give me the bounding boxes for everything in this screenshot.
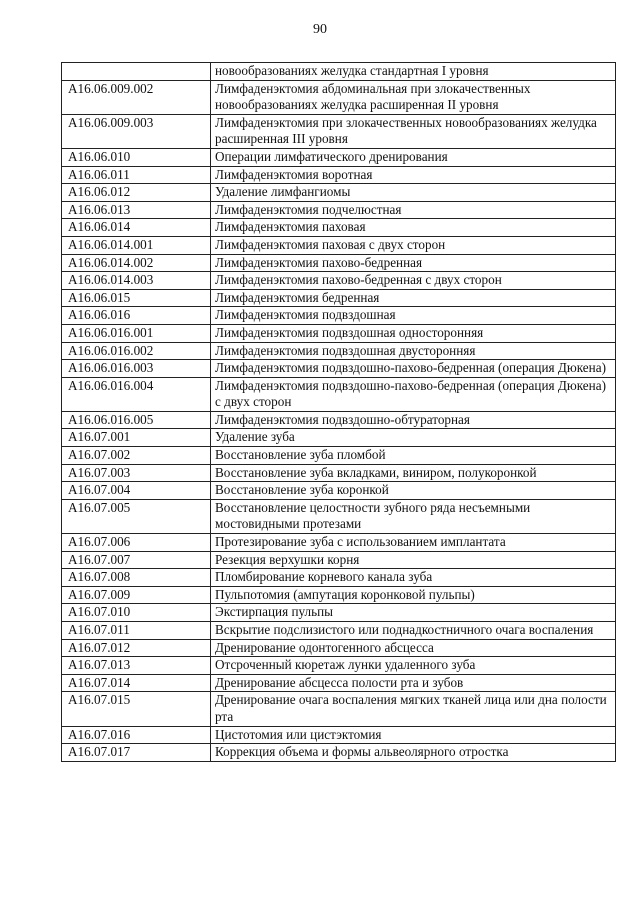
service-code-cell: A16.07.011 xyxy=(62,622,211,640)
table-row xyxy=(62,360,616,378)
service-name-cell: Лимфаденэктомия пахово-бедренная с двух сторон xyxy=(211,272,616,290)
table-row xyxy=(62,272,616,290)
table-row xyxy=(62,551,616,569)
table-row xyxy=(62,184,616,202)
service-name-cell: Лимфаденэктомия подвздошно-пахово-бедренная (операция Дюкена) xyxy=(211,360,616,378)
table-row xyxy=(62,499,616,533)
service-name-cell: Операции лимфатического дренирования xyxy=(211,148,616,166)
service-name-cell: Лимфаденэктомия паховая с двух сторон xyxy=(211,236,616,254)
service-code-cell: A16.06.012 xyxy=(62,184,211,202)
service-name-cell: Дренирование очага воспаления мягких тканей лица или дна полости рта xyxy=(211,692,616,726)
service-name-cell: Восстановление целостности зубного ряда несъемными мостовидными протезами xyxy=(211,499,616,533)
table-row xyxy=(62,114,616,148)
service-name-cell: Удаление лимфангиомы xyxy=(211,184,616,202)
table-row xyxy=(62,657,616,675)
service-code-cell: A16.07.012 xyxy=(62,639,211,657)
service-code-cell: A16.06.014.002 xyxy=(62,254,211,272)
service-name-cell: Резекция верхушки корня xyxy=(211,551,616,569)
service-code-cell: A16.07.004 xyxy=(62,482,211,500)
table-row xyxy=(62,726,616,744)
service-name-cell: Вскрытие подслизистого или поднадкостничного очага воспаления xyxy=(211,622,616,640)
service-code-cell: A16.07.017 xyxy=(62,744,211,762)
table-row xyxy=(62,586,616,604)
service-code-cell: A16.07.016 xyxy=(62,726,211,744)
service-code-cell: A16.06.014.001 xyxy=(62,236,211,254)
table-body xyxy=(62,63,616,762)
service-name-cell: Лимфаденэктомия воротная xyxy=(211,166,616,184)
table-row xyxy=(62,604,616,622)
service-name-cell: Дренирование абсцесса полости рта и зубов xyxy=(211,674,616,692)
service-name-cell: Лимфаденэктомия подчелюстная xyxy=(211,201,616,219)
service-name-cell: Лимфаденэктомия пахово-бедренная xyxy=(211,254,616,272)
service-name-cell: Дренирование одонтогенного абсцесса xyxy=(211,639,616,657)
service-code-cell: A16.06.010 xyxy=(62,148,211,166)
service-name-cell: Лимфаденэктомия подвздошная xyxy=(211,307,616,325)
service-code-cell: A16.06.016.004 xyxy=(62,377,211,411)
table-row xyxy=(62,63,616,81)
table-row xyxy=(62,639,616,657)
service-code-cell: A16.07.010 xyxy=(62,604,211,622)
service-code-cell: A16.06.015 xyxy=(62,289,211,307)
table-row xyxy=(62,692,616,726)
service-name-cell: Коррекция объема и формы альвеолярного отростка xyxy=(211,744,616,762)
service-code-cell: A16.06.011 xyxy=(62,166,211,184)
table-row xyxy=(62,324,616,342)
service-name-cell: Восстановление зуба вкладками, виниром, полукоронкой xyxy=(211,464,616,482)
service-code-cell: A16.06.009.002 xyxy=(62,80,211,114)
service-code-cell: A16.07.014 xyxy=(62,674,211,692)
service-code-cell: A16.06.016 xyxy=(62,307,211,325)
service-code-cell: A16.07.001 xyxy=(62,429,211,447)
service-code-cell: A16.06.013 xyxy=(62,201,211,219)
service-code-cell: A16.07.002 xyxy=(62,447,211,465)
service-name-cell: Восстановление зуба коронкой xyxy=(211,482,616,500)
service-code-cell: A16.07.005 xyxy=(62,499,211,533)
service-name-cell: Лимфаденэктомия при злокачественных новообразованиях желудка расширенная III уровня xyxy=(211,114,616,148)
service-code-cell xyxy=(62,63,211,81)
service-name-cell: новообразованиях желудка стандартная I уровня xyxy=(211,63,616,81)
table-row xyxy=(62,148,616,166)
service-code-cell: A16.06.016.002 xyxy=(62,342,211,360)
table-row xyxy=(62,411,616,429)
service-name-cell: Пульпотомия (ампутация коронковой пульпы) xyxy=(211,586,616,604)
table-row xyxy=(62,289,616,307)
table-row xyxy=(62,534,616,552)
table-row xyxy=(62,447,616,465)
service-code-cell: A16.06.016.003 xyxy=(62,360,211,378)
service-name-cell: Экстирпация пульпы xyxy=(211,604,616,622)
service-code-cell: A16.07.007 xyxy=(62,551,211,569)
table-row xyxy=(62,464,616,482)
table-row xyxy=(62,166,616,184)
service-code-cell: A16.07.015 xyxy=(62,692,211,726)
service-name-cell: Отсроченный кюретаж лунки удаленного зуба xyxy=(211,657,616,675)
table-row xyxy=(62,569,616,587)
table-row xyxy=(62,80,616,114)
table-row xyxy=(62,622,616,640)
service-name-cell: Удаление зуба xyxy=(211,429,616,447)
service-name-cell: Восстановление зуба пломбой xyxy=(211,447,616,465)
service-code-cell: A16.07.006 xyxy=(62,534,211,552)
table-row xyxy=(62,342,616,360)
table-row xyxy=(62,254,616,272)
service-code-cell: A16.07.003 xyxy=(62,464,211,482)
table-row xyxy=(62,429,616,447)
service-name-cell: Цистотомия или цистэктомия xyxy=(211,726,616,744)
service-name-cell: Лимфаденэктомия подвздошная односторонняя xyxy=(211,324,616,342)
procedure-code-table xyxy=(61,62,616,762)
service-code-cell: A16.07.008 xyxy=(62,569,211,587)
page-number: 90 xyxy=(313,22,327,37)
service-name-cell: Лимфаденэктомия подвздошно-пахово-бедренная (операция Дюкена) с двух сторон xyxy=(211,377,616,411)
table-row xyxy=(62,236,616,254)
service-code-cell: A16.06.014 xyxy=(62,219,211,237)
service-name-cell: Пломбирование корневого канала зуба xyxy=(211,569,616,587)
service-name-cell: Протезирование зуба с использованием имплантата xyxy=(211,534,616,552)
table-row xyxy=(62,482,616,500)
service-name-cell: Лимфаденэктомия подвздошная двусторонняя xyxy=(211,342,616,360)
service-name-cell: Лимфаденэктомия бедренная xyxy=(211,289,616,307)
table-row xyxy=(62,219,616,237)
service-name-cell: Лимфаденэктомия паховая xyxy=(211,219,616,237)
service-name-cell: Лимфаденэктомия абдоминальная при злокачественных новообразованиях желудка расширенная II уровня xyxy=(211,80,616,114)
service-code-cell: A16.06.014.003 xyxy=(62,272,211,290)
table-row xyxy=(62,201,616,219)
service-code-cell: A16.06.009.003 xyxy=(62,114,211,148)
table-row xyxy=(62,674,616,692)
service-code-cell: A16.07.009 xyxy=(62,586,211,604)
table-row xyxy=(62,744,616,762)
service-code-cell: A16.06.016.001 xyxy=(62,324,211,342)
service-name-cell: Лимфаденэктомия подвздошно-обтураторная xyxy=(211,411,616,429)
table-row xyxy=(62,307,616,325)
service-code-cell: A16.07.013 xyxy=(62,657,211,675)
service-code-cell: A16.06.016.005 xyxy=(62,411,211,429)
table-row xyxy=(62,377,616,411)
